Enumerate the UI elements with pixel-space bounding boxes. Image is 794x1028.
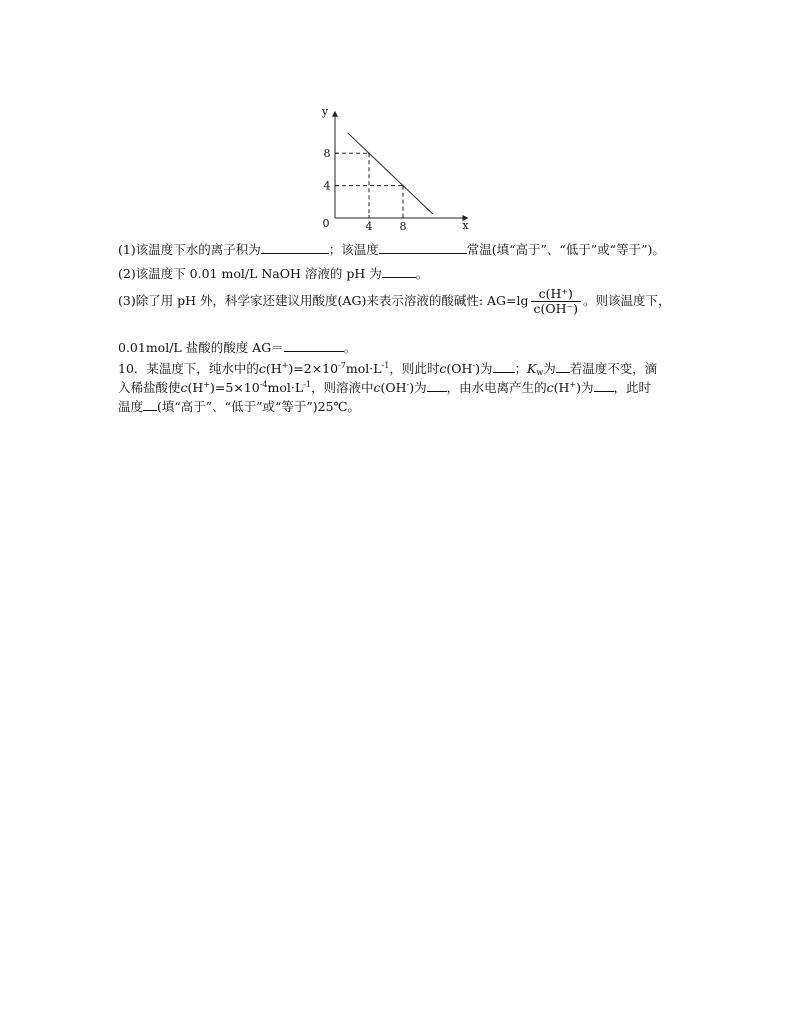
fraction-numerator: c(H⁺) <box>531 287 582 302</box>
x-tick-label: 8 <box>399 220 407 233</box>
series-line <box>348 133 433 214</box>
q10-text: (OH <box>446 361 473 376</box>
q10-blank-1[interactable] <box>493 360 515 373</box>
q10-subscript: w <box>536 368 544 377</box>
graph-svg <box>312 98 492 234</box>
q10-superscript: -1 <box>381 361 390 370</box>
question-3-continued <box>118 339 356 356</box>
q10-text: (填“高于”、“低于”或“等于”)25℃。 <box>157 399 361 414</box>
q10-text: 温度 <box>118 399 144 414</box>
q10-c-symbol: c <box>546 380 554 395</box>
data-point <box>368 152 370 154</box>
q1-text-a: (1)该温度下水的离子积为 <box>118 242 261 257</box>
x-tick-label: 4 <box>365 220 373 233</box>
origin-label: 0 <box>322 217 330 230</box>
q10-superscript: - <box>472 361 476 370</box>
q1-blank-2[interactable] <box>379 241 467 254</box>
question-10-line-2 <box>118 379 651 396</box>
q10-blank-3[interactable] <box>427 379 447 392</box>
question-10-line-3 <box>118 398 360 415</box>
q10-text: 入稀盐酸使 <box>118 380 181 395</box>
question-10-line-1 <box>118 360 657 377</box>
q1-blank-1[interactable] <box>261 241 329 254</box>
x-axis-label: x <box>462 219 469 232</box>
q10-text: )=2×10 <box>288 361 339 376</box>
q10-text: 10．某温度下，纯水中的 <box>118 361 259 376</box>
q3-text-c: 0.01mol/L 盐酸的酸度 AG＝ <box>118 340 284 355</box>
q10-text: mol·L <box>345 361 382 376</box>
q10-superscript: - <box>406 380 410 389</box>
q3-blank[interactable] <box>284 339 344 352</box>
fraction-denominator: c(OH⁻) <box>533 301 579 316</box>
q10-text: ； <box>514 361 528 376</box>
question-2 <box>118 265 428 282</box>
q10-superscript: + <box>203 380 211 389</box>
q10-blank-4[interactable] <box>594 379 614 392</box>
q10-text: ，则溶液中 <box>310 380 374 395</box>
q10-text: )为 <box>576 380 594 395</box>
q10-superscript: + <box>281 361 289 370</box>
question-3 <box>118 287 671 316</box>
q2-blank[interactable] <box>382 265 416 278</box>
q10-text: ，则此时 <box>389 361 440 376</box>
q10-superscript: -1 <box>303 380 311 389</box>
q10-c-symbol: c <box>258 361 266 376</box>
data-point <box>402 185 404 187</box>
q10-blank-5[interactable] <box>143 398 157 411</box>
question-1 <box>118 241 665 258</box>
q3-text-d: 。 <box>343 340 357 355</box>
q10-text: (OH <box>380 380 407 395</box>
q10-text: 为 <box>543 361 556 376</box>
q3-text-a: (3)除了用 pH 外，科学家还建议用酸度(AG)来表示溶液的酸碱性: AG=lg <box>118 293 529 308</box>
q2-text-b: 。 <box>415 266 429 281</box>
q3-text-b: 。则该温度下， <box>583 293 671 308</box>
q10-text: (H <box>265 361 282 376</box>
q10-text: )为 <box>409 380 427 395</box>
ag-fraction <box>531 287 582 316</box>
q10-text: )为 <box>475 361 493 376</box>
q10-k-symbol: K <box>527 361 537 376</box>
q10-blank-2[interactable] <box>556 360 570 373</box>
q10-c-symbol: c <box>180 380 188 395</box>
q10-text: ，此时 <box>613 380 652 395</box>
q10-superscript: -7 <box>338 361 346 370</box>
y-axis-arrow <box>332 111 338 117</box>
q1-text-c: 常温(填“高于”、“低于”或“等于”)。 <box>466 242 665 257</box>
q10-text: mol·L <box>267 380 304 395</box>
q2-text-a: (2)该温度下 0.01 mol/L NaOH 溶液的 pH 为 <box>118 266 382 281</box>
q10-superscript: + <box>569 380 577 389</box>
coordinate-graph <box>312 98 492 234</box>
q10-c-symbol: c <box>373 380 381 395</box>
q10-superscript: -4 <box>259 380 268 389</box>
q1-text-b: ；该温度 <box>328 242 379 257</box>
y-axis-label: y <box>321 104 329 118</box>
q10-text: (H <box>553 380 570 395</box>
q10-text: 若温度不变，滴 <box>569 361 658 376</box>
q10-text: ，由水电离产生的 <box>446 380 547 395</box>
q10-text: )=5×10 <box>210 380 260 395</box>
q10-text: (H <box>187 380 204 395</box>
y-tick-label: 8 <box>323 147 331 161</box>
y-tick-label: 4 <box>323 179 331 193</box>
q10-c-symbol: c <box>439 361 447 376</box>
